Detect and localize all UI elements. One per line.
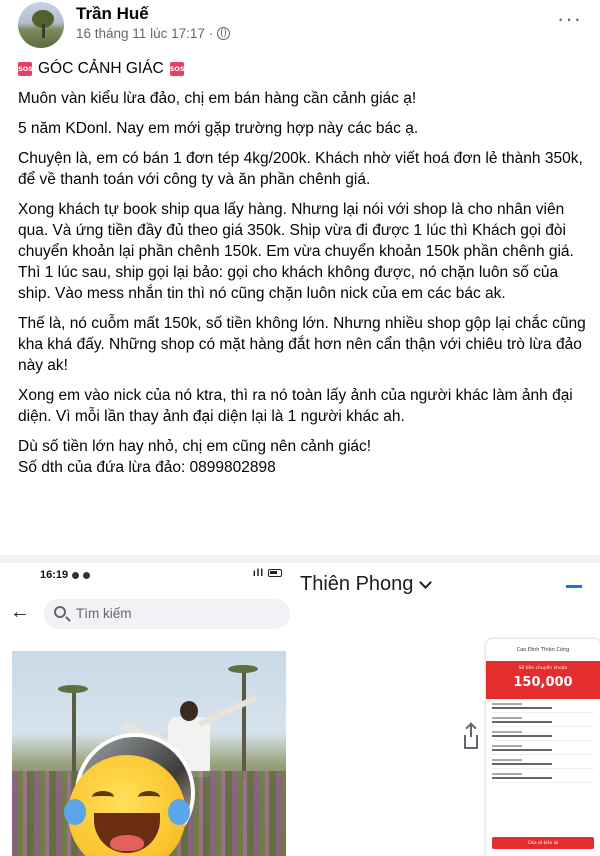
palm-frond [58,685,88,693]
accent-bar [566,585,582,588]
receipt-header: Cao Đình Thiên Công [516,647,570,653]
post-body [18,58,588,478]
receipt-amount: 150,000 [513,675,573,690]
post-photos [0,555,600,856]
emoji-eye [92,791,114,803]
notification-dot-icon [72,572,79,579]
search-icon [54,606,66,618]
notification-dot-icon [83,572,90,579]
receipt-amount-block [486,661,600,699]
search-placeholder: Tìm kiếm [76,606,132,621]
post-meta [76,26,230,41]
post-paragraph: Xong khách tự book ship qua lấy hàng. Nhưng lại nói với shop là cho nhân viên qua. Và ứng tiền đầy đủ theo giá 350k. Ship vừa đi được 1 lúc thì Khách gọi đòi chuyển khoản lại phần chênh 150k. Em vừa chuyển khoản 150k phần chênh giá. Thì 1 lúc sau, ship gọi lại bảo: gọi cho khách không được, nó chặn luôn số của ship. Vào mess nhắn tin thì nó cũng chặn luôn nick của em các bác ak. [18,201,574,302]
palm-trunk [72,691,76,781]
emoji-tear [168,799,190,825]
post-paragraph: Xong em vào nick của nó ktra, thì ra nó toàn lấy ảnh của người khác làm ảnh đại diện. Vì mỗi lần thay ảnh đại diện lại là 1 người khác ah. [18,387,573,425]
globe-icon[interactable] [217,27,230,40]
avatar-tree-trunk [42,24,45,38]
more-horizontal-icon[interactable]: ··· [557,6,582,31]
sos-icon: SOS [18,62,32,76]
sos-icon: SOS [170,62,184,76]
author-name[interactable]: Trần Huế [76,4,149,23]
receipt-row [492,759,594,769]
status-signal [253,568,282,579]
receipt-row [492,703,594,713]
post-paragraph: Chuyện là, em có bán 1 đơn tép 4kg/200k. Khách nhờ viết hoá đơn lẻ thành 350k, để về thanh toán với công ty và ăn phần chênh giá. [18,150,583,188]
chevron-down-icon [420,576,433,589]
photo-chat-receipt[interactable] [298,563,600,856]
post-paragraph: 5 năm KDonl. Nay em mới gặp trường hợp này các bác ạ. [18,120,419,137]
author-avatar[interactable] [18,2,64,48]
emoji-tongue [110,835,144,851]
search-row [8,599,290,629]
receipt-row [492,717,594,727]
palm-frond [228,665,258,673]
emoji-tear [64,799,86,825]
post-header [18,2,584,48]
receipt-row [492,745,594,755]
person-arm [199,695,258,727]
receipt-amount-label: Số tiền chuyển khoản [518,666,568,671]
back-arrow-icon[interactable]: ← [10,601,30,623]
post-closing-line: Dù số tiền lớn hay nhỏ, chị em cũng nên cảnh giác! [18,438,372,455]
palm-trunk [242,671,246,781]
battery-icon [268,569,282,577]
search-input[interactable] [44,599,290,629]
photo-phone-screenshot[interactable] [0,563,298,856]
status-time-group [40,569,90,581]
signal-icon: ıll [252,568,265,579]
transfer-receipt [486,639,600,856]
post-paragraph: Muôn vàn kiểu lừa đảo, chị em bán hàng cần cảnh giác ạ! [18,90,417,107]
receipt-row [492,773,594,783]
meta-separator: · [208,26,214,41]
phone-status-bar [0,563,298,587]
status-time: 16:19 [40,569,69,581]
share-icon [464,735,478,749]
chat-page-name [300,573,430,596]
receipt-share-button: Chia sẻ biên lai [492,837,594,849]
post-title: GÓC CẢNH GIÁC [38,60,164,77]
emoji-eye [138,791,160,803]
post-paragraph: Thế là, nó cuỗm mất 150k, số tiền không lớn. Nhưng nhiều shop gộp lại chắc cũng kha khá đấy. Những shop có mặt hàng đắt hơn nên cẩn thận với chiêu trò lừa đảo này ak! [18,315,586,374]
receipt-row [492,731,594,741]
person-head [180,701,198,721]
post-title-line [18,58,588,79]
post-date[interactable]: 16 tháng 11 lúc 17:17 [76,26,205,41]
post-phone-line: Số dth của đứa lừa đảo: 0899802898 [18,459,276,476]
chat-page-title: Thiên Phong [300,573,414,595]
